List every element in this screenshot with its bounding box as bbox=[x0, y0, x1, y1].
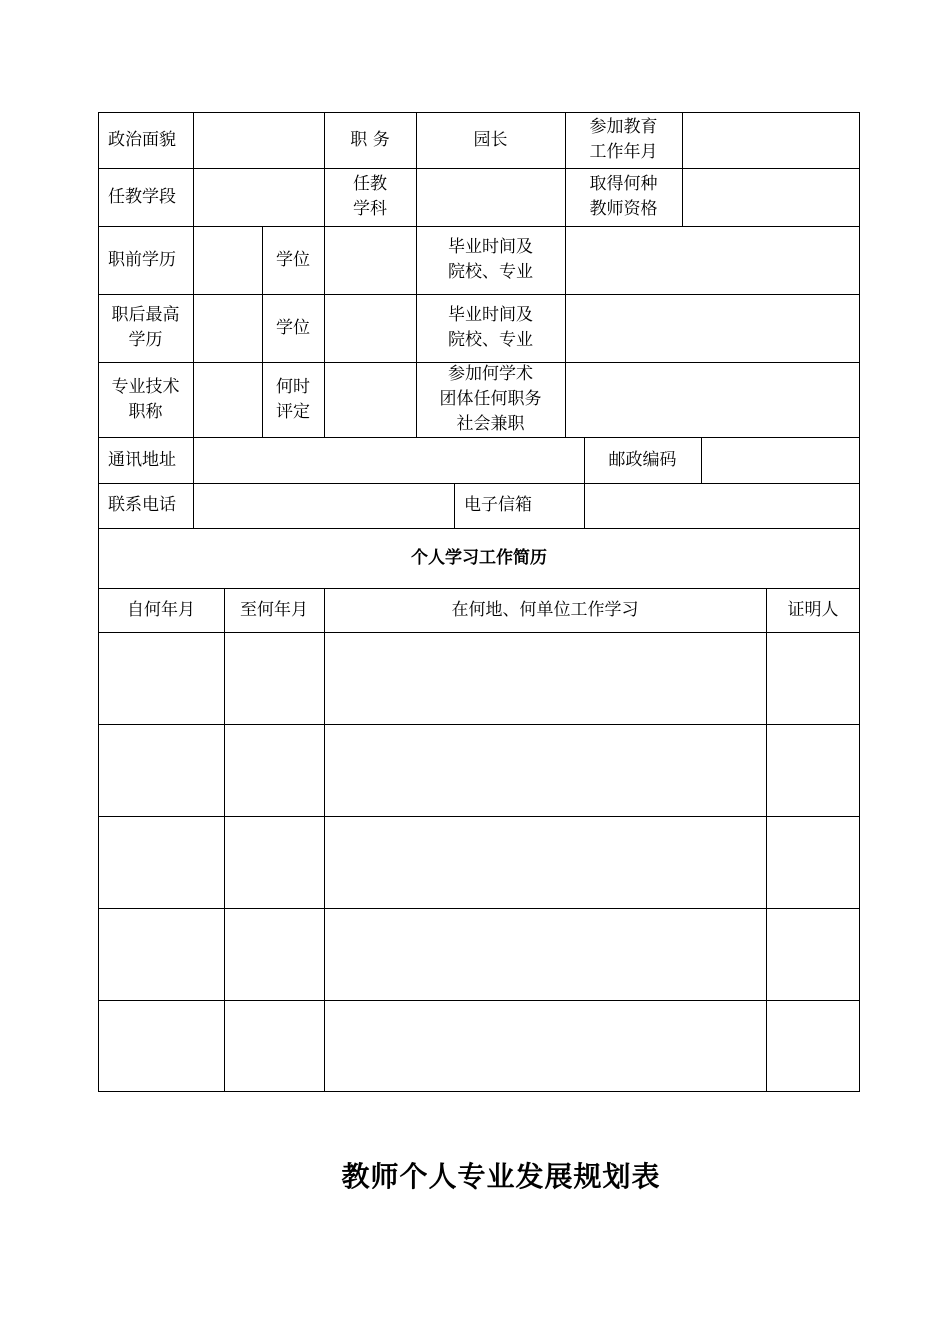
highest-graduation-label: 毕业时间及 院校、专业 bbox=[448, 305, 533, 350]
political-status-label: 政治面貌 bbox=[108, 129, 176, 150]
highest-education-label: 职后最高 学历 bbox=[111, 305, 180, 350]
preservice-education-label: 职前学历 bbox=[108, 249, 176, 270]
postcode-label: 邮政编码 bbox=[608, 449, 677, 470]
from-date-field[interactable] bbox=[98, 724, 224, 816]
teacher-qualification-label: 取得何种 教师资格 bbox=[589, 174, 658, 219]
preservice-education-field[interactable] bbox=[193, 226, 262, 294]
resume-section-heading-row bbox=[0, 528, 762, 588]
witness-field[interactable] bbox=[766, 724, 860, 816]
to-date-field[interactable] bbox=[224, 908, 324, 1000]
row-preservice-education bbox=[0, 226, 762, 294]
witness-field[interactable] bbox=[766, 816, 860, 908]
work-start-date-field[interactable] bbox=[682, 112, 860, 168]
highest-degree-label: 学位 bbox=[276, 317, 310, 338]
to-date-field[interactable] bbox=[224, 1000, 324, 1092]
preservice-graduation-label: 毕业时间及 院校、专业 bbox=[448, 237, 533, 282]
teaching-subject-label: 任教 学科 bbox=[353, 174, 387, 219]
email-label: 电子信箱 bbox=[464, 495, 532, 515]
table-row bbox=[0, 908, 762, 1000]
phone-field[interactable] bbox=[193, 483, 454, 528]
professional-title-label: 专业技术 职称 bbox=[111, 376, 180, 422]
evaluation-date-label: 何时 评定 bbox=[276, 376, 310, 422]
from-date-field[interactable] bbox=[98, 908, 224, 1000]
resume-section-heading: 个人学习工作简历 bbox=[411, 547, 547, 568]
evaluation-date-field[interactable] bbox=[324, 362, 416, 437]
phone-label: 联系电话 bbox=[108, 495, 176, 515]
position-label: 职 务 bbox=[350, 129, 390, 150]
from-date-field[interactable] bbox=[98, 632, 224, 724]
witness-field[interactable] bbox=[766, 908, 860, 1000]
work-start-date-label: 参加教育 工作年月 bbox=[589, 117, 658, 162]
preservice-graduation-field[interactable] bbox=[565, 226, 860, 294]
table-row bbox=[0, 724, 762, 816]
document-title: 教师个人专业发展规划表 bbox=[341, 1160, 661, 1193]
column-header-witness: 证明人 bbox=[787, 599, 839, 620]
mailing-address-field[interactable] bbox=[193, 437, 584, 483]
to-date-field[interactable] bbox=[224, 816, 324, 908]
witness-field[interactable] bbox=[766, 1000, 860, 1092]
row-professional-title bbox=[0, 362, 762, 437]
from-date-field[interactable] bbox=[98, 1000, 224, 1092]
highest-graduation-field[interactable] bbox=[565, 294, 860, 362]
from-date-field[interactable] bbox=[98, 816, 224, 908]
row-political-position bbox=[0, 112, 762, 168]
column-header-where: 在何地、何单位工作学习 bbox=[451, 599, 639, 620]
position-field[interactable]: 园长 bbox=[473, 129, 508, 150]
work-study-place-field[interactable] bbox=[324, 1000, 766, 1092]
row-address bbox=[0, 437, 762, 483]
to-date-field[interactable] bbox=[224, 724, 324, 816]
professional-title-field[interactable] bbox=[193, 362, 262, 437]
teacher-qualification-field[interactable] bbox=[682, 168, 860, 226]
highest-degree-field[interactable] bbox=[324, 294, 416, 362]
row-highest-education bbox=[0, 294, 762, 362]
teaching-stage-label: 任教学段 bbox=[108, 186, 176, 207]
row-teaching-stage bbox=[0, 168, 762, 226]
table-row bbox=[0, 1000, 762, 1092]
work-study-place-field[interactable] bbox=[324, 908, 766, 1000]
table-row bbox=[0, 632, 762, 724]
email-field[interactable] bbox=[584, 483, 860, 528]
preservice-degree-label: 学位 bbox=[276, 249, 310, 270]
row-contact bbox=[0, 483, 762, 528]
work-study-place-field[interactable] bbox=[324, 816, 766, 908]
to-date-field[interactable] bbox=[224, 632, 324, 724]
teaching-stage-field[interactable] bbox=[193, 168, 324, 226]
preservice-degree-field[interactable] bbox=[324, 226, 416, 294]
highest-education-field[interactable] bbox=[193, 294, 262, 362]
postcode-field[interactable] bbox=[701, 437, 860, 483]
teaching-subject-field[interactable] bbox=[416, 168, 565, 226]
witness-field[interactable] bbox=[766, 632, 860, 724]
political-status-field[interactable] bbox=[193, 112, 324, 168]
academic-group-field[interactable] bbox=[565, 362, 860, 437]
column-header-to: 至何年月 bbox=[240, 599, 308, 620]
column-header-from: 自何年月 bbox=[127, 599, 195, 620]
academic-group-label: 参加何学术 团体任何职务 社会兼职 bbox=[439, 364, 542, 434]
table-row bbox=[0, 816, 762, 908]
mailing-address-label: 通讯地址 bbox=[108, 449, 176, 470]
resume-table-header bbox=[0, 588, 839, 632]
work-study-place-field[interactable] bbox=[324, 724, 766, 816]
work-study-place-field[interactable] bbox=[324, 632, 766, 724]
